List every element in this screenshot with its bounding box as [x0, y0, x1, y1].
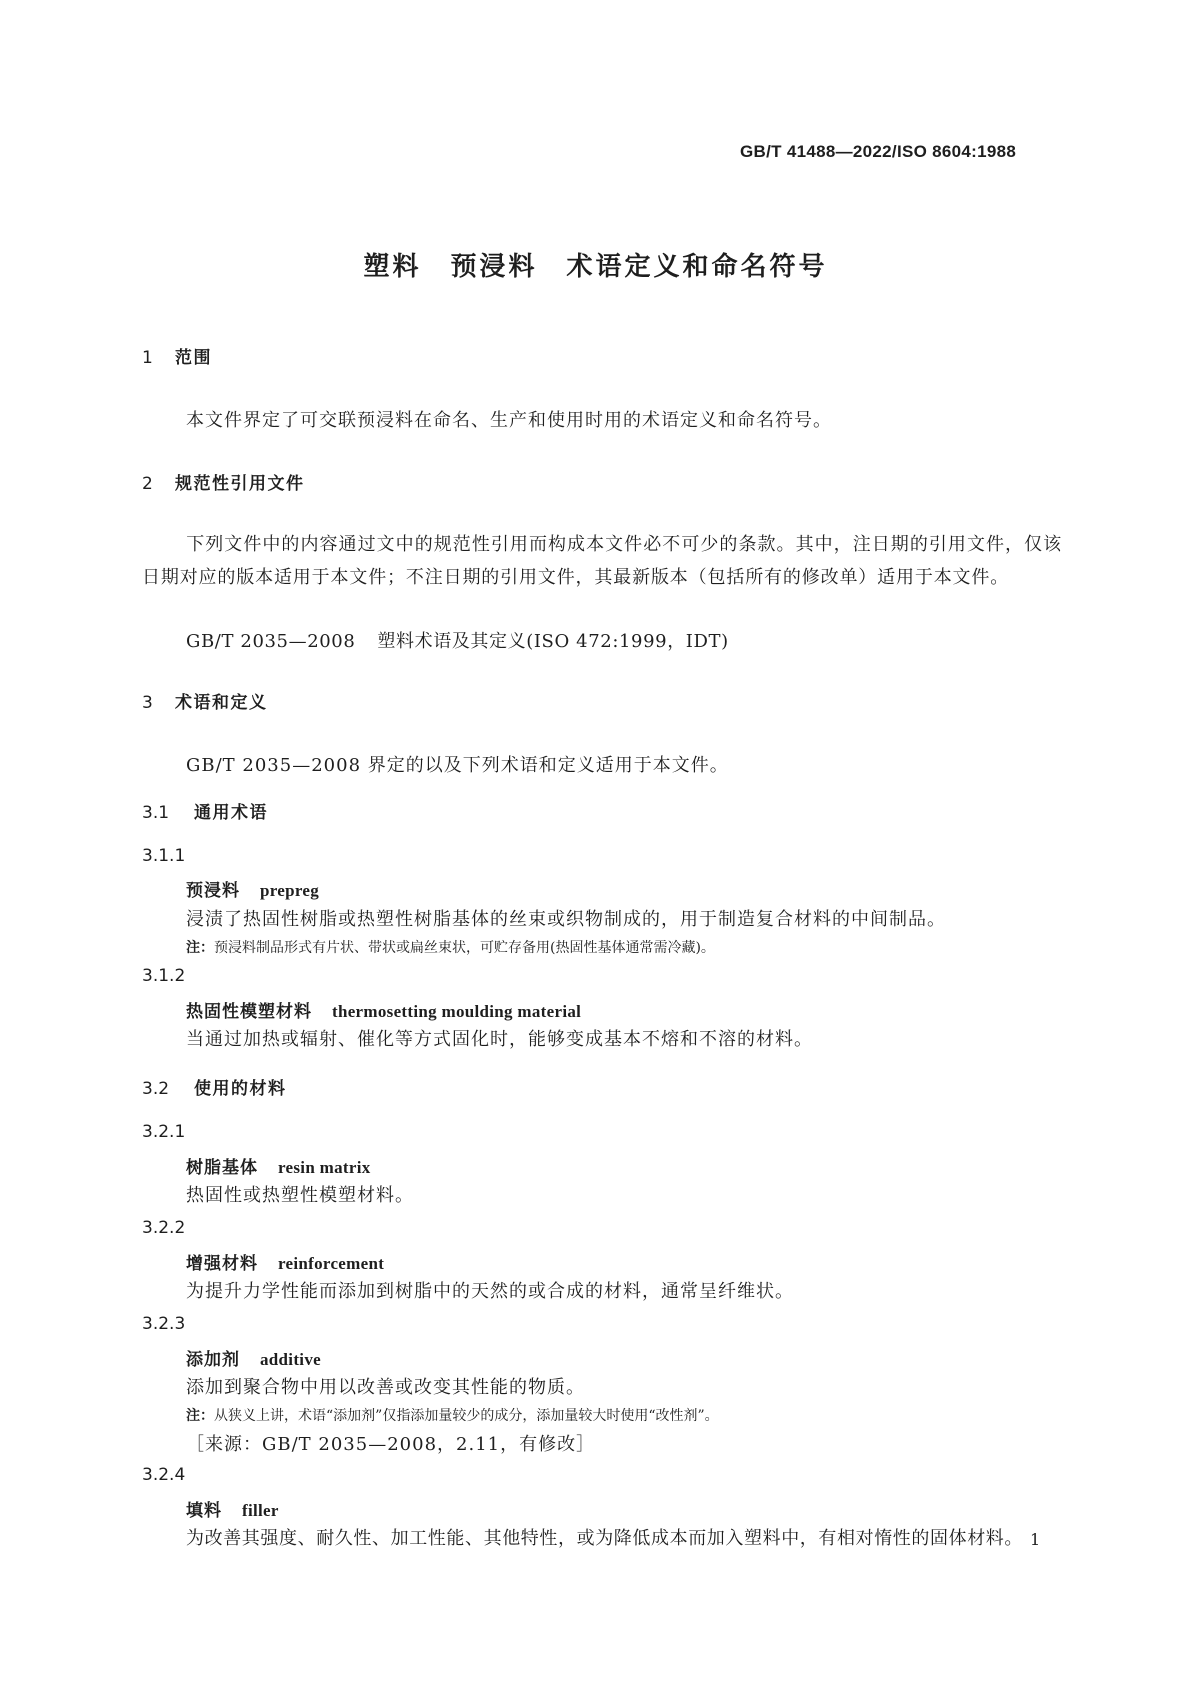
section-2-heading: [142, 469, 305, 494]
term-zh: 增强材料: [186, 1254, 258, 1274]
section-3-heading: [142, 688, 268, 713]
section-title: 规范性引用文件: [175, 474, 305, 494]
section-title: 使用的材料: [194, 1079, 287, 1099]
section-number: 2: [142, 474, 153, 494]
term-3-1-2: [186, 997, 581, 1022]
section-1-heading: [142, 343, 212, 368]
term-zh: 填料: [186, 1501, 222, 1521]
term-note: [186, 1405, 719, 1425]
section-1-text: 本文件界定了可交联预浸料在命名、生产和使用时用的术语定义和命名符号。: [186, 410, 832, 431]
term-3-2-2: [186, 1249, 384, 1274]
term-en: reinforcement: [278, 1254, 385, 1273]
section-number: 3: [142, 693, 153, 713]
section-number: 3.2: [142, 1079, 170, 1099]
term-definition: 为提升力学性能而添加到树脂中的天然的或合成的材料，通常呈纤维状。: [186, 1281, 794, 1302]
section-3-1-heading: [142, 798, 268, 823]
section-title: 术语和定义: [175, 693, 268, 713]
term-zh: 添加剂: [186, 1350, 240, 1370]
note-text: 预浸料制品形式有片状、带状或扁丝束状，可贮存备用(热固性基体通常需冷藏)。: [214, 940, 715, 956]
term-definition: 热固性或热塑性模塑材料。: [186, 1185, 414, 1206]
term-number: 3.2.2: [142, 1218, 186, 1238]
note-label: 注：: [186, 1408, 214, 1424]
term-note: [186, 937, 715, 957]
term-zh: 预浸料: [186, 881, 240, 901]
term-definition: 添加到聚合物中用以改善或改变其性能的物质。: [186, 1377, 585, 1398]
term-number: 3.2.4: [142, 1465, 186, 1485]
section-3-2-heading: [142, 1074, 287, 1099]
term-source: ［来源：GB/T 2035—2008，2.11，有修改］: [186, 1434, 596, 1455]
section-2-text: 下列文件中的内容通过文中的规范性引用而构成本文件必不可少的条款。其中，注日期的引用文件，仅该日期对应的版本适用于本文件；不注日期的引用文件，其最新版本（包括所有的修改单）适用于本文件。: [142, 534, 1062, 588]
term-number: 3.1.2: [142, 966, 186, 986]
term-3-2-1: [186, 1153, 371, 1178]
term-zh: 树脂基体: [186, 1158, 258, 1178]
term-definition: 当通过加热或辐射、催化等方式固化时，能够变成基本不熔和不溶的材料。: [186, 1029, 813, 1050]
document-title: 塑料 预浸料 术语定义和命名符号: [363, 252, 828, 282]
standard-code: GB/T 41488—2022/ISO 8604:1988: [740, 142, 1017, 161]
term-number: 3.2.3: [142, 1314, 186, 1334]
normative-reference: [186, 627, 729, 653]
term-number: 3.2.1: [142, 1122, 186, 1142]
reference-title: 塑料术语及其定义(ISO 472:1999，IDT): [377, 631, 729, 652]
note-label: 注：: [186, 940, 214, 956]
section-2-paragraph: [142, 528, 1062, 594]
note-text: 从狭义上讲，术语“添加剂”仅指添加量较少的成分，添加量较大时使用“改性剂”。: [214, 1408, 719, 1424]
term-zh: 热固性模塑材料: [186, 1002, 312, 1022]
section-3-text: GB/T 2035—2008 界定的以及下列术语和定义适用于本文件。: [186, 755, 729, 776]
term-en: thermosetting moulding material: [332, 1002, 582, 1021]
term-en: resin matrix: [278, 1158, 371, 1177]
section-title: 通用术语: [194, 803, 268, 823]
page-number: 1: [1030, 1530, 1041, 1549]
term-3-2-3: [186, 1345, 321, 1370]
term-definition: 为改善其强度、耐久性、加工性能、其他特性，或为降低成本而加入塑料中，有相对惰性的固体材料。: [186, 1528, 1023, 1549]
term-en: prepreg: [260, 881, 320, 900]
section-number: 3.1: [142, 803, 170, 823]
section-title: 范围: [175, 348, 212, 368]
section-number: 1: [142, 348, 153, 368]
term-number: 3.1.1: [142, 846, 186, 866]
term-en: filler: [242, 1501, 279, 1520]
term-en: additive: [260, 1350, 321, 1369]
term-3-1-1: [186, 876, 319, 901]
reference-code: GB/T 2035—2008: [186, 631, 356, 652]
term-3-2-4: [186, 1496, 279, 1521]
term-definition: 浸渍了热固性树脂或热塑性树脂基体的丝束或织物制成的，用于制造复合材料的中间制品。: [186, 909, 946, 930]
